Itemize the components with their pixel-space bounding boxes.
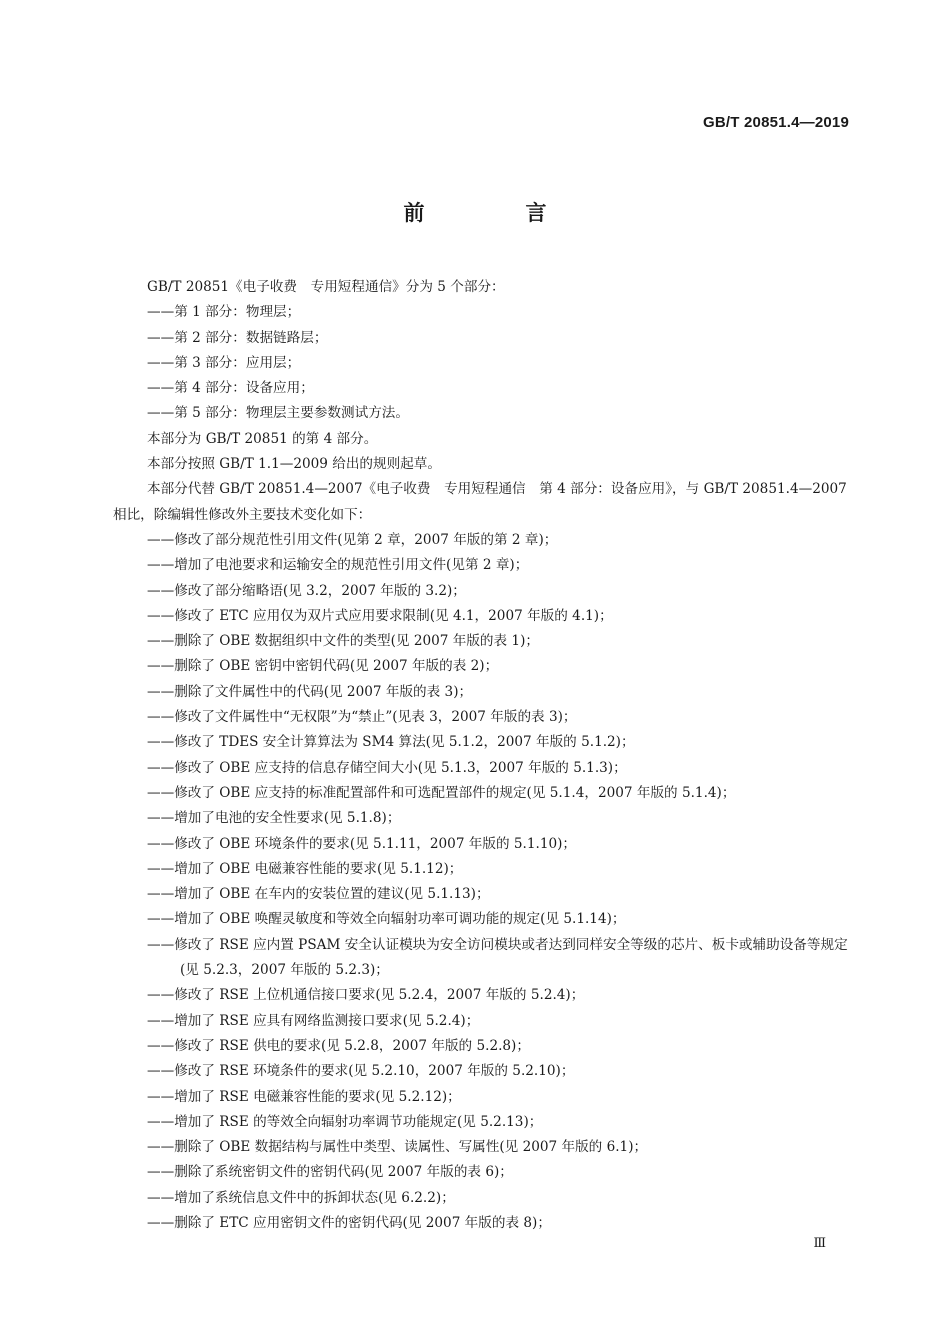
list-item: ——修改了 RSE 供电的要求(见 5.2.8，2007 年版的 5.2.8)； <box>147 1037 530 1054</box>
list-item: ——增加了电池的安全性要求(见 5.1.8)； <box>147 810 401 827</box>
list-item: ——修改了部分规范性引用文件(见第 2 章，2007 年版的第 2 章)； <box>147 531 558 548</box>
list-item: ——删除了 OBE 数据组织中文件的类型(见 2007 年版的表 1)； <box>147 633 539 650</box>
page-title: 前 言 <box>403 201 587 225</box>
list-item: ——增加了 RSE 电磁兼容性能的要求(见 5.2.12)； <box>147 1088 461 1105</box>
list-item: ——增加了 OBE 电磁兼容性能的要求(见 5.1.12)； <box>147 860 463 877</box>
list-item: ——第 5 部分：物理层主要参数测试方法。 <box>147 405 409 422</box>
paragraph: 本部分为 GB/T 20851 的第 4 部分。 <box>147 430 378 447</box>
list-item: ——删除了 ETC 应用密钥文件的密钥代码(见 2007 年版的表 8)； <box>147 1214 551 1231</box>
list-item: ——删除了 OBE 密钥中密钥代码(见 2007 年版的表 2)； <box>147 658 499 675</box>
list-item: ——增加了 RSE 应具有网络监测接口要求(见 5.2.4)； <box>147 1012 480 1029</box>
list-item: ——增加了电池要求和运输安全的规范性引用文件(见第 2 章)； <box>147 557 529 574</box>
list-item: ——删除了 OBE 数据结构与属性中类型、读属性、写属性(见 2007 年版的 6.1)； <box>147 1139 648 1156</box>
list-item: ——修改了 TDES 安全计算算法为 SM4 算法(见 5.1.2，2007 年版的 5.1.2)； <box>147 734 635 751</box>
paragraph-intro: GB/T 20851《电子收费 专用短程通信》分为 5 个部分： <box>147 279 505 295</box>
list-item: ——第 1 部分：物理层； <box>147 304 301 321</box>
list-item: ——修改了部分缩略语(见 3.2，2007 年版的 3.2)； <box>147 582 466 599</box>
list-item: ——第 4 部分：设备应用； <box>147 380 314 397</box>
list-item: ——第 2 部分：数据链路层； <box>147 329 328 346</box>
list-item: ——增加了系统信息文件中的拆卸状态(见 6.2.2)； <box>147 1189 455 1206</box>
paragraph: 本部分按照 GB/T 1.1—2009 给出的规则起草。 <box>147 456 441 473</box>
list-item: ——修改了 ETC 应用仅为双片式应用要求限制(见 4.1，2007 年版的 4.1)； <box>147 607 613 624</box>
list-item: ——修改了 RSE 应内置 PSAM 安全认证模块为安全访问模块或者达到同样安全等级的芯片、板卡或辅助设备等规定(见 5.2.3，2007 年版的 5.2.3)； <box>147 936 848 979</box>
list-item: ——删除了文件属性中的代码(见 2007 年版的表 3)； <box>147 683 473 700</box>
document-body <box>113 275 851 1236</box>
list-item: ——增加了 OBE 在车内的安装位置的建议(见 5.1.13)； <box>147 886 490 903</box>
list-item: ——第 3 部分：应用层； <box>147 354 301 371</box>
document-code: GB/T 20851.4—2019 <box>703 114 849 131</box>
list-item: ——修改了 RSE 上位机通信接口要求(见 5.2.4，2007 年版的 5.2.4)； <box>147 987 585 1004</box>
list-item: ——删除了系统密钥文件的密钥代码(见 2007 年版的表 6)； <box>147 1164 513 1181</box>
list-item: ——修改了 RSE 环境条件的要求(见 5.2.10，2007 年版的 5.2.10)； <box>147 1063 575 1080</box>
paragraph-replacement: 本部分代替 GB/T 20851.4—2007《电子收费 专用短程通信 第 4 部分：设备应用》，与 GB/T 20851.4—2007 相比，除编辑性修改外主要技术变化如下： <box>113 481 847 523</box>
list-item: ——增加了 RSE 的等效全向辐射功率调节功能规定(见 5.2.13)； <box>147 1113 543 1130</box>
list-item: ——修改了文件属性中“无权限”为“禁止”(见表 3，2007 年版的表 3)； <box>147 709 577 726</box>
list-item: ——修改了 OBE 环境条件的要求(见 5.1.11，2007 年版的 5.1.10)； <box>147 835 577 852</box>
list-item: ——修改了 OBE 应支持的标准配置部件和可选配置部件的规定(见 5.1.4，2007 年版的 5.1.4)； <box>147 784 736 801</box>
list-item: ——修改了 OBE 应支持的信息存储空间大小(见 5.1.3，2007 年版的 5.1.3)； <box>147 759 627 776</box>
list-item: ——增加了 OBE 唤醒灵敏度和等效全向辐射功率可调功能的规定(见 5.1.14)； <box>147 911 626 928</box>
page-number: Ⅲ <box>813 1236 826 1251</box>
